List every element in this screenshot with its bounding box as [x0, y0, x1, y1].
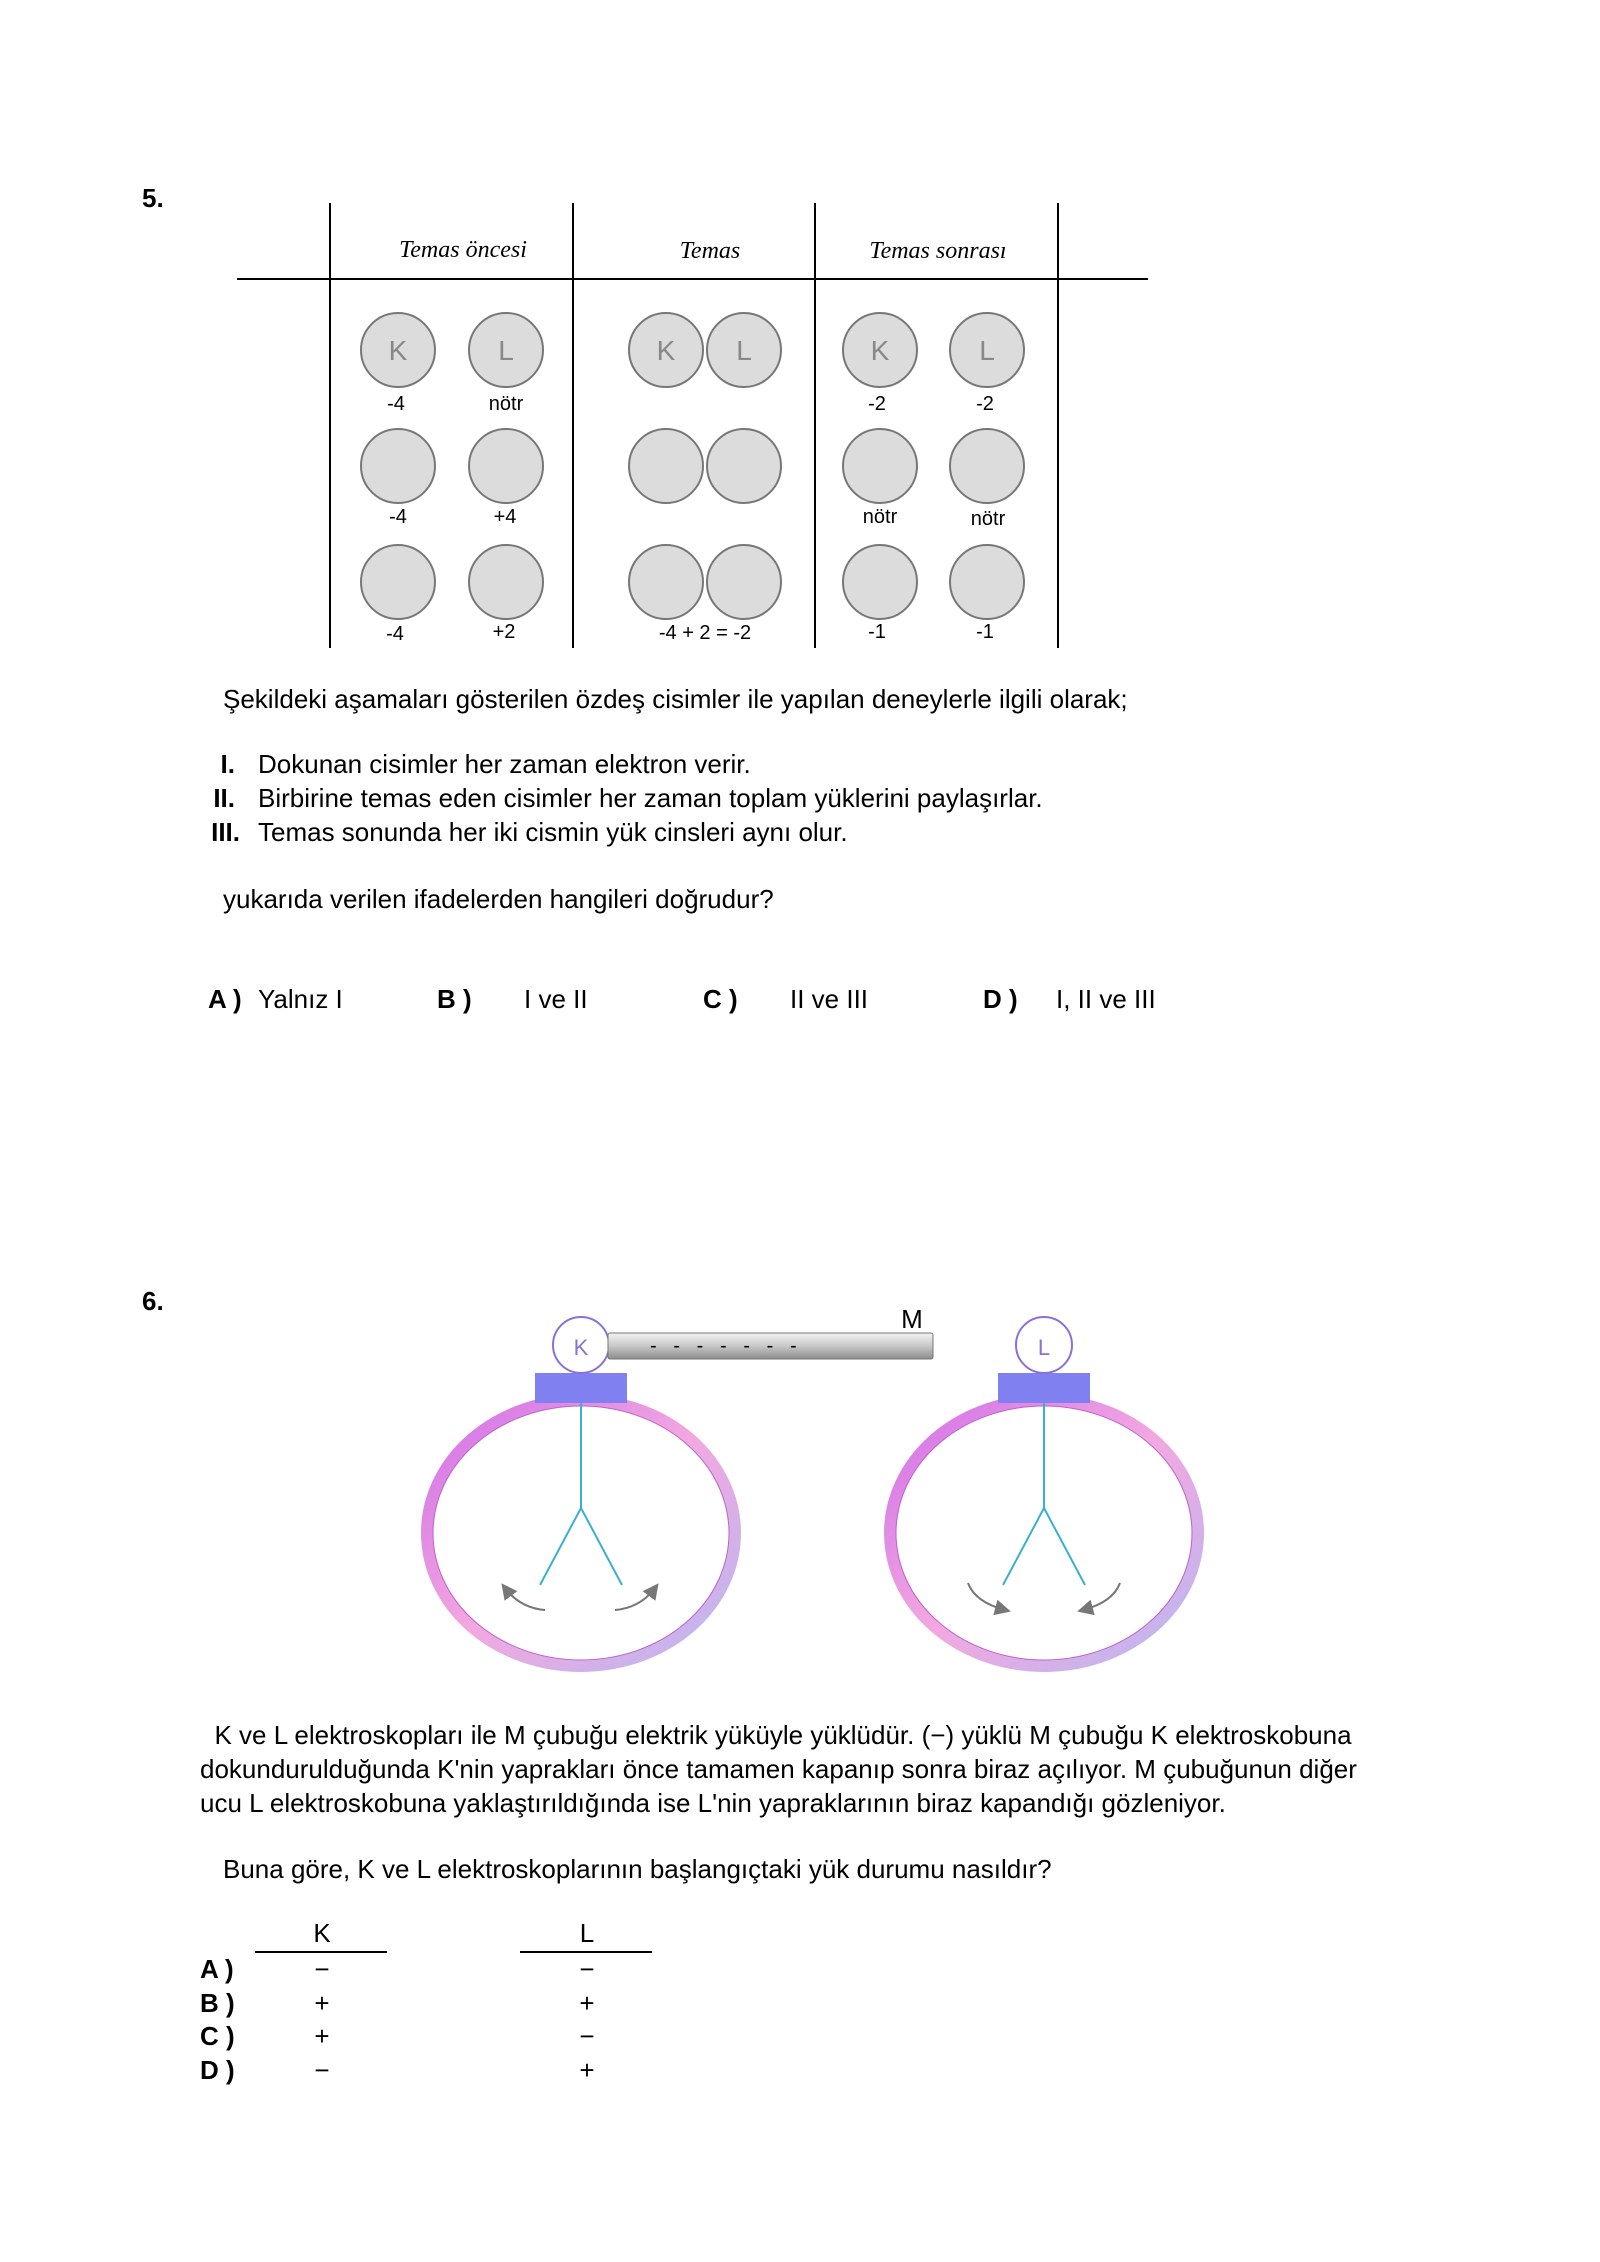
question-6-paragraph-line-3: ucu L elektroskobuna yaklaştırıldığında ise L'nin yapraklarının biraz kapandığı gözleniyor.: [200, 1788, 1226, 1818]
rod-charges: - - - - - - -: [650, 1335, 797, 1357]
arrow-icon: [1083, 1583, 1120, 1610]
answer-c-letter[interactable]: C ): [200, 2021, 235, 2051]
answer-d-l: +: [579, 2055, 595, 2085]
row3-after-k: -1: [868, 621, 886, 643]
option-a-letter[interactable]: A ): [208, 984, 242, 1014]
statement-3-roman: III.: [211, 817, 240, 847]
question-6-prompt: Buna göre, K ve L elektroskoplarının başlangıçtaki yük durumu nasıldır?: [223, 1854, 1052, 1884]
answer-a-l: −: [579, 1954, 595, 1984]
answer-b-l: +: [579, 1988, 595, 2018]
option-c-text[interactable]: II ve III: [790, 984, 869, 1014]
electroscope-l: [890, 1317, 1198, 1666]
answer-header-l: L: [579, 1918, 595, 1948]
question-6-paragraph-line-1: K ve L elektroskopları ile M çubuğu elektrik yüküyle yüklüdür. (−) yüklü M çubuğu K elektroskobuna: [200, 1720, 1352, 1750]
option-c-letter[interactable]: C ): [703, 984, 738, 1014]
ball-label-l: L: [979, 335, 995, 366]
option-d-text[interactable]: I, II ve III: [1056, 984, 1156, 1014]
electroscope-l-leaf-left: [1003, 1508, 1044, 1585]
answer-c-l: −: [579, 2021, 595, 2051]
answer-header-k: K: [313, 1918, 331, 1948]
answer-d-letter[interactable]: D ): [200, 2055, 235, 2085]
row2-before-l: +4: [493, 506, 517, 528]
option-a-text[interactable]: Yalnız I: [258, 984, 343, 1014]
answer-a-letter[interactable]: A ): [200, 1954, 234, 1984]
answer-c-k: +: [314, 2021, 330, 2051]
row1-before-k: -4: [387, 393, 405, 415]
header-after: Temas sonrası: [869, 238, 1007, 264]
row3-after-l: -1: [976, 621, 994, 643]
electroscope-k-leaf-left: [540, 1508, 581, 1585]
arrow-icon: [505, 1588, 545, 1610]
answer-header-k-underline: [255, 1951, 387, 1953]
header-before: Temas öncesi: [399, 237, 527, 263]
row3-before-l: +2: [492, 621, 516, 643]
row1-before-l: nötr: [488, 393, 524, 415]
arrow-icon: [615, 1588, 655, 1610]
option-d-letter[interactable]: D ): [983, 984, 1018, 1014]
option-b-text[interactable]: I ve II: [524, 984, 588, 1014]
statement-2-text: Birbirine temas eden cisimler her zaman toplam yüklerini paylaşırlar.: [258, 783, 1043, 813]
ball-row-3: [361, 545, 1024, 619]
electroscope-l-cap: [998, 1373, 1090, 1403]
electroscope-l-label: L: [1037, 1335, 1051, 1360]
statement-1-roman: I.: [220, 749, 235, 779]
electroscope-k-label: K: [573, 1335, 589, 1360]
ball-label-k: K: [870, 335, 890, 366]
row2-after-k: nötr: [862, 506, 898, 528]
answer-b-letter[interactable]: B ): [200, 1988, 235, 2018]
question-6-number: 6.: [142, 1286, 164, 1316]
contact-charge-table: [0, 0, 1600, 700]
row1-after-l: -2: [976, 393, 994, 415]
question-6-paragraph-line-2: dokundurulduğunda K'nin yaprakları önce tamamen kapanıp sonra biraz açılıyor. M çubuğunun diğer: [200, 1754, 1357, 1784]
row3-contact: -4 + 2 = -2: [658, 622, 752, 644]
ball-row-2: [361, 429, 1024, 503]
ball-label-k: K: [656, 335, 676, 366]
question-5-number: 5.: [142, 183, 164, 213]
question-5-prompt: yukarıda verilen ifadelerden hangileri doğrudur?: [223, 884, 774, 914]
ball-row-1: [361, 313, 1024, 387]
answer-a-k: −: [314, 1954, 330, 1984]
electroscope-figure: [0, 1290, 1600, 1750]
ball-label-k: K: [388, 335, 408, 366]
row3-before-k: -4: [386, 623, 404, 645]
electroscope-k: [427, 1317, 735, 1666]
statement-2-roman: II.: [213, 783, 235, 813]
row2-before-k: -4: [389, 506, 407, 528]
electroscope-l-leaf-right: [1044, 1508, 1085, 1585]
header-contact: Temas: [679, 238, 741, 264]
rod-m: [608, 1304, 933, 1359]
answer-header-l-underline: [520, 1951, 652, 1953]
ball-label-l: L: [736, 335, 752, 366]
ball-label-l: L: [498, 335, 514, 366]
statement-3-text: Temas sonunda her iki cismin yük cinsleri aynı olur.: [258, 817, 848, 847]
question-5-intro: Şekildeki aşamaları gösterilen özdeş cisimler ile yapılan deneylerle ilgili olarak;: [223, 684, 1128, 714]
electroscope-k-cap: [535, 1373, 627, 1403]
row2-after-l: nötr: [970, 508, 1006, 530]
arrow-icon: [968, 1583, 1005, 1610]
electroscope-k-leaf-right: [581, 1508, 622, 1585]
rod-m-label: M: [901, 1304, 923, 1334]
answer-b-k: +: [314, 1988, 330, 2018]
answer-d-k: −: [314, 2055, 330, 2085]
option-b-letter[interactable]: B ): [437, 984, 472, 1014]
statement-1-text: Dokunan cisimler her zaman elektron verir.: [258, 749, 751, 779]
row1-after-k: -2: [868, 393, 886, 415]
